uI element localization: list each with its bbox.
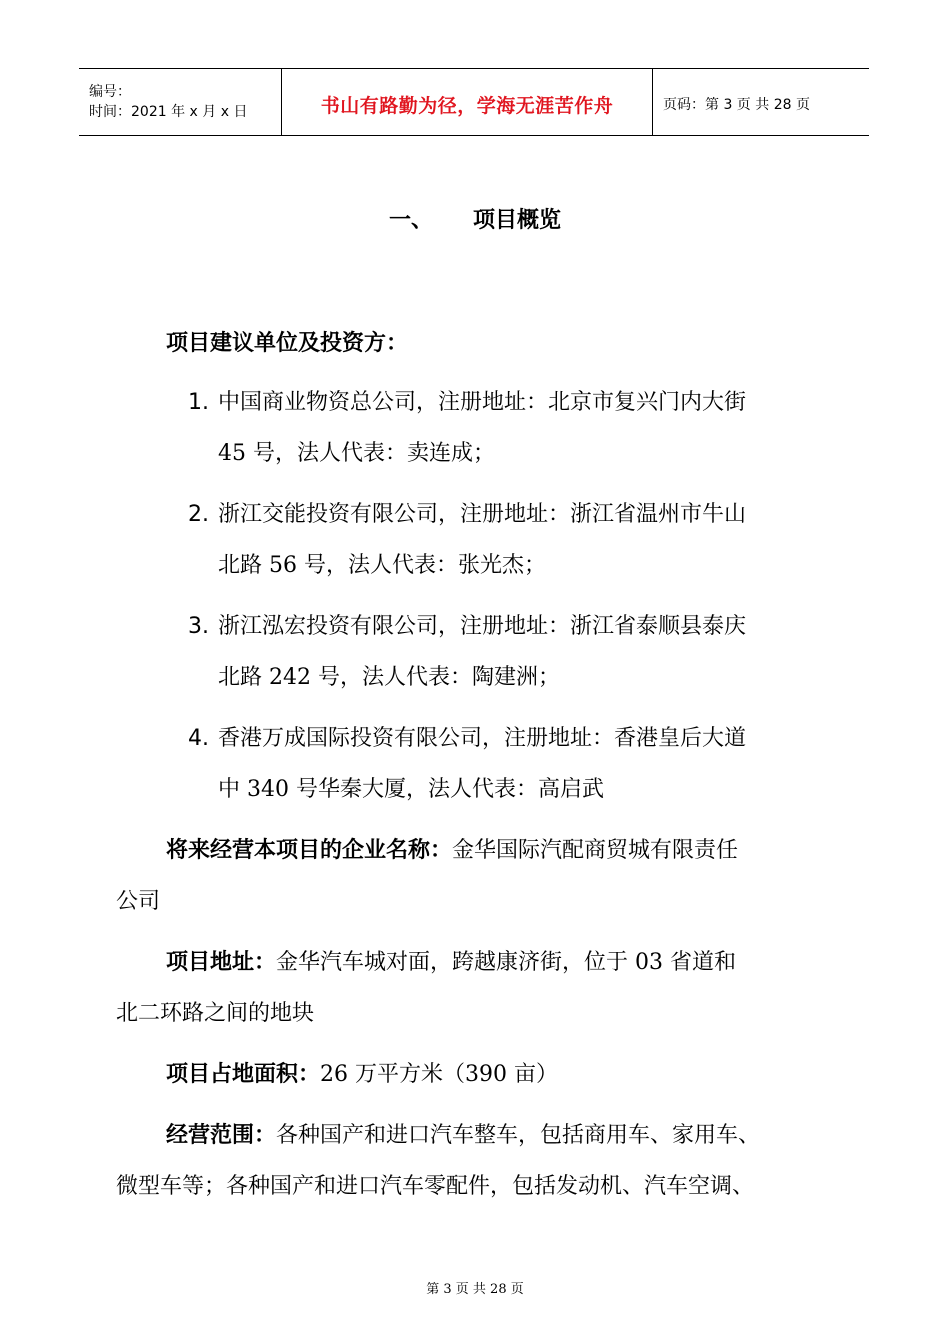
list-item-text: 中国商业物资总公司，注册地址：北京市复兴门内大街 <box>218 390 747 415</box>
list-item-number: 3. <box>188 614 209 639</box>
investors-heading: 项目建议单位及投资方： <box>166 331 409 356</box>
header-motto-cell <box>281 69 653 135</box>
list-item-continuation: 中 340 号华秦大厦，法人代表：高启武 <box>218 777 604 802</box>
list-item-text: 浙江交能投资有限公司，注册地址：浙江省温州市牛山 <box>218 502 747 527</box>
scope-continuation: 微型车等；各种国产和进口汽车零配件，包括发动机、汽车空调、 <box>116 1174 755 1199</box>
company-name-paragraph <box>166 833 738 864</box>
company-name-label: 将来经营本项目的企业名称： <box>166 838 453 863</box>
list-item <box>188 497 746 528</box>
header-page-cell <box>653 69 869 135</box>
company-name-continuation: 公司 <box>116 889 161 914</box>
document-time: 时间：2021 年 x 月 x 日 <box>89 104 248 120</box>
header-page-number: 页码：第 3 页 共 28 页 <box>663 97 810 113</box>
area-paragraph <box>166 1057 558 1088</box>
list-item <box>188 609 746 640</box>
list-item-number: 2. <box>188 502 209 527</box>
company-name-value: 金华国际汽配商贸城有限责任 <box>452 838 739 863</box>
scope-value: 各种国产和进口汽车整车，包括商用车、家用车、 <box>276 1123 761 1148</box>
address-continuation: 北二环路之间的地块 <box>116 1001 315 1026</box>
area-value: 26 万平方米（390 亩） <box>320 1062 558 1087</box>
list-item-number: 4. <box>188 726 209 751</box>
header-meta <box>79 69 281 135</box>
address-paragraph <box>166 945 736 976</box>
list-item-continuation: 北路 242 号，法人代表：陶建洲； <box>218 665 560 690</box>
list-item <box>188 721 746 752</box>
area-label: 项目占地面积： <box>166 1062 321 1087</box>
address-value: 金华汽车城对面，跨越康济街，位于 03 省道和 <box>276 950 736 975</box>
list-item-text: 浙江泓宏投资有限公司，注册地址：浙江省泰顺县泰庆 <box>218 614 747 639</box>
header-table <box>79 68 869 136</box>
list-item-continuation: 北路 56 号，法人代表：张光杰； <box>218 553 546 578</box>
page-footer: 第 3 页 共 28 页 <box>426 1282 524 1297</box>
header-motto: 书山有路勤为径，学海无涯苦作舟 <box>320 94 614 117</box>
scope-paragraph <box>166 1118 760 1149</box>
list-item-text: 香港万成国际投资有限公司，注册地址：香港皇后大道 <box>218 726 747 751</box>
list-item-number: 1. <box>188 390 209 415</box>
document-number: 编号： <box>89 84 131 100</box>
section-title <box>0 203 950 234</box>
section-number: 一、 <box>388 208 433 233</box>
list-item-continuation: 45 号，法人代表：卖连成； <box>218 441 495 466</box>
scope-label: 经营范围： <box>166 1123 277 1148</box>
list-item <box>188 385 746 416</box>
address-label: 项目地址： <box>166 950 277 975</box>
section-heading: 项目概览 <box>473 208 562 233</box>
